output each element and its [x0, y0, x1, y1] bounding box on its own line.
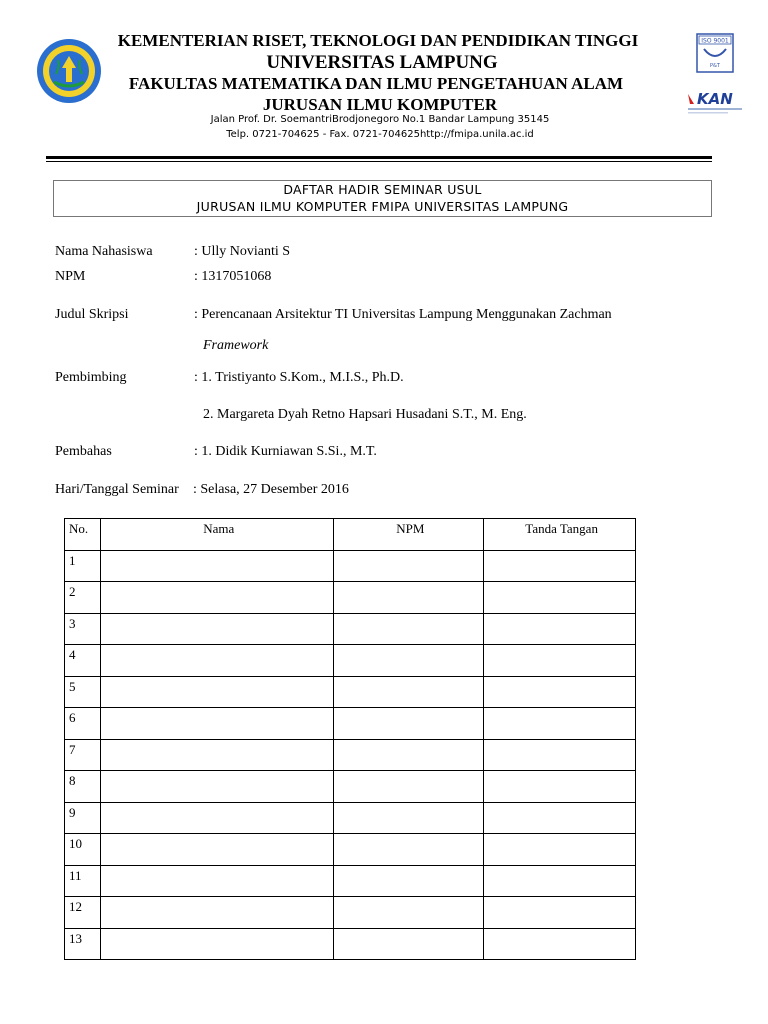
- svg-text:ISO 9001: ISO 9001: [701, 37, 729, 45]
- row-number: 12: [65, 897, 101, 929]
- signature-cell[interactable]: [484, 739, 636, 771]
- row-number: 6: [65, 708, 101, 740]
- header-signature: Tanda Tangan: [484, 519, 636, 551]
- row-number: 13: [65, 928, 101, 960]
- row-number: 2: [65, 582, 101, 614]
- signature-cell[interactable]: [484, 550, 636, 582]
- npm-cell[interactable]: [333, 771, 484, 803]
- table-row: [65, 834, 636, 866]
- npm-cell[interactable]: [333, 708, 484, 740]
- contact-line: Telp. 0721-704625 - Fax. 0721-704625http://fmipa.unila.ac.id: [226, 129, 534, 140]
- signature-cell[interactable]: [484, 645, 636, 677]
- npm-cell[interactable]: [333, 613, 484, 645]
- department-name: JURUSAN ILMU KOMPUTER: [262, 95, 498, 114]
- table-header-row: [65, 519, 636, 551]
- table-row: [65, 613, 636, 645]
- svg-text:KAN: KAN: [697, 90, 733, 108]
- table-row: [65, 676, 636, 708]
- address-line: Jalan Prof. Dr. SoemantriBrodjonegoro No.1 Bandar Lampung 35145: [210, 114, 550, 125]
- name-cell[interactable]: [100, 739, 333, 771]
- table-row: [65, 708, 636, 740]
- row-number: 1: [65, 550, 101, 582]
- signature-cell[interactable]: [484, 676, 636, 708]
- header-name: Nama: [100, 519, 333, 551]
- name-cell[interactable]: [100, 928, 333, 960]
- signature-cell[interactable]: [484, 865, 636, 897]
- university-name: UNIVERSITAS LAMPUNG: [266, 52, 498, 73]
- npm-cell[interactable]: [333, 802, 484, 834]
- row-number: 8: [65, 771, 101, 803]
- signature-cell[interactable]: [484, 802, 636, 834]
- npm-cell[interactable]: [333, 645, 484, 677]
- name-cell[interactable]: [100, 771, 333, 803]
- name-cell[interactable]: [100, 676, 333, 708]
- row-number: 11: [65, 865, 101, 897]
- npm-cell[interactable]: [333, 739, 484, 771]
- signature-cell[interactable]: [484, 897, 636, 929]
- name-cell[interactable]: [100, 550, 333, 582]
- npm-cell[interactable]: [333, 865, 484, 897]
- row-number: 3: [65, 613, 101, 645]
- examiner-1: : 1. Didik Kurniawan S.Si., M.T.: [194, 444, 377, 459]
- row-number: 5: [65, 676, 101, 708]
- student-name-value: : Ully Novianti S: [194, 244, 291, 259]
- svg-text:P&T: P&T: [710, 63, 720, 69]
- row-number: 4: [65, 645, 101, 677]
- signature-cell[interactable]: [484, 613, 636, 645]
- header-divider-thin: [46, 161, 712, 162]
- advisor-2: 2. Margareta Dyah Retno Hapsari Husadani S.T., M. Eng.: [203, 407, 527, 422]
- ministry-name: KEMENTERIAN RISET, TEKNOLOGI DAN PENDIDIKAN TINGGI: [117, 31, 639, 50]
- table-row: [65, 645, 636, 677]
- examiner-label: Pembahas: [55, 444, 112, 459]
- signature-cell[interactable]: [484, 928, 636, 960]
- advisor-1: : 1. Tristiyanto S.Kom., M.I.S., Ph.D.: [194, 370, 404, 385]
- document-title: DAFTAR HADIR SEMINAR USUL: [283, 182, 482, 197]
- name-cell[interactable]: [100, 708, 333, 740]
- document-subtitle: JURUSAN ILMU KOMPUTER FMIPA UNIVERSITAS LAMPUNG: [196, 199, 569, 214]
- name-cell[interactable]: [100, 897, 333, 929]
- npm-cell[interactable]: [333, 897, 484, 929]
- name-cell[interactable]: [100, 802, 333, 834]
- table-row: [65, 865, 636, 897]
- name-cell[interactable]: [100, 645, 333, 677]
- header-divider: [46, 156, 712, 159]
- table-row: [65, 802, 636, 834]
- signature-cell[interactable]: [484, 582, 636, 614]
- signature-cell[interactable]: [484, 771, 636, 803]
- seminar-date-label: Hari/Tanggal Seminar: [55, 482, 179, 497]
- faculty-name: FAKULTAS MATEMATIKA DAN ILMU PENGETAHUAN ALAM: [128, 74, 624, 93]
- header-no: No.: [65, 519, 101, 551]
- name-cell[interactable]: [100, 865, 333, 897]
- npm-label: NPM: [55, 269, 86, 284]
- advisor-label: Pembimbing: [55, 370, 127, 385]
- npm-cell[interactable]: [333, 582, 484, 614]
- table-row: [65, 771, 636, 803]
- name-cell[interactable]: [100, 834, 333, 866]
- table-row: [65, 928, 636, 960]
- table-row: [65, 897, 636, 929]
- row-number: 9: [65, 802, 101, 834]
- npm-cell[interactable]: [333, 676, 484, 708]
- npm-value: : 1317051068: [194, 269, 272, 284]
- table-row: [65, 582, 636, 614]
- table-row: [65, 550, 636, 582]
- npm-cell[interactable]: [333, 834, 484, 866]
- document-title-box: [53, 180, 712, 217]
- student-name-label: Nama Nahasiswa: [55, 244, 153, 259]
- npm-cell[interactable]: [333, 550, 484, 582]
- attendance-table: [64, 518, 636, 960]
- signature-cell[interactable]: [484, 708, 636, 740]
- seminar-date-value: : Selasa, 27 Desember 2016: [193, 482, 349, 497]
- thesis-title-continued: Framework: [203, 338, 269, 353]
- thesis-title-label: Judul Skripsi: [55, 307, 129, 322]
- signature-cell[interactable]: [484, 834, 636, 866]
- table-row: [65, 739, 636, 771]
- name-cell[interactable]: [100, 613, 333, 645]
- npm-cell[interactable]: [333, 928, 484, 960]
- row-number: 7: [65, 739, 101, 771]
- header-npm: NPM: [333, 519, 484, 551]
- row-number: 10: [65, 834, 101, 866]
- thesis-title-value: : Perencanaan Arsitektur TI Universitas Lampung Menggunakan Zachman: [194, 307, 612, 322]
- name-cell[interactable]: [100, 582, 333, 614]
